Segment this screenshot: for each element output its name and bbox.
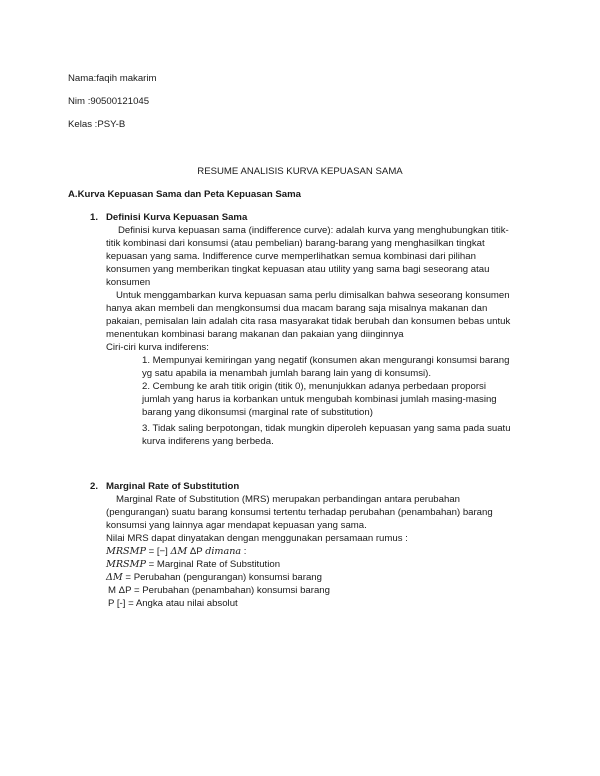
para1-line: Definisi kurva kepuasan sama (indifference curve): adalah kurva yang menghubungkan titik- — [118, 225, 509, 236]
ciri-item: yg satu apabila ia menambah jumlah barang lain yang di konsumsi). — [142, 368, 432, 379]
para2-line: hanya akan membeli dan mengkonsumsi dua macam barang saja misalnya makanan dan — [106, 303, 488, 314]
ciri-item: barang yang dikonsumsi (marginal rate of substitution) — [142, 407, 373, 418]
delta-m-definition — [106, 572, 322, 584]
formula-symbol: MRSMP — [106, 559, 146, 570]
formula-text: = Marginal Rate of Substitution — [145, 559, 281, 570]
formula-text: : — [241, 546, 247, 557]
subsection-1-number: 1. — [90, 212, 99, 223]
formula-symbol: ΔM — [170, 546, 188, 557]
formula-symbol: dimana — [205, 546, 242, 557]
ciri-item: kurva indiferens yang berbeda. — [142, 436, 274, 447]
formula-text: = [−] — [145, 546, 171, 557]
section-a-heading: A.Kurva Kepuasan Sama dan Peta Kepuasan Sama — [68, 189, 302, 200]
ciri-item: 3. Tidak saling berpotongan, tidak mungkin diperoleh kepuasan yang sama pada suatu — [142, 423, 511, 434]
para2-line: menentukan kombinasi barang makanan dan pakaian yang diinginnya — [106, 329, 404, 340]
mrs-para-line: (pengurangan) suatu barang konsumsi tertentu terhadap perubahan (penambahan) barang — [106, 507, 493, 518]
ciri-item: 1. Mempunyai kemiringan yang negatif (konsumen akan mengurangi konsumsi barang — [142, 355, 510, 366]
mrs-formula — [106, 546, 246, 558]
ciri-item: 2. Cembung ke arah titik origin (titik 0), menunjukkan adanya perbedaan proporsi — [142, 381, 486, 392]
para1-line: kepuasan yang sama. Indifference curve memperlihatkan semua kombinasi dari pilihan — [106, 251, 476, 262]
formula-symbol: MRSMP — [106, 546, 146, 557]
mrs-para-line: konsumsi yang lainnya agar mendapat kepuasan yang sama. — [106, 520, 367, 531]
student-class: Kelas :PSY-B — [68, 119, 126, 130]
para1-line: konsumen — [106, 277, 151, 288]
student-name: Nama:faqih makarim — [68, 73, 157, 84]
document-title: RESUME ANALISIS KURVA KEPUASAN SAMA — [197, 166, 403, 177]
para1-line: titik kombinasi dari konsumsi (atau pembelian) barang-barang yang menghasilkan tingkat — [106, 238, 485, 249]
para1-line: konsumen yang memberikan tingkat kepuasan atau utility yang sama bagi seseorang atau — [106, 264, 490, 275]
para2-line: Untuk menggambarkan kurva kepuasan sama perlu dimisalkan bahwa seseorang konsumen — [116, 290, 510, 301]
subsection-2-heading: Marginal Rate of Substitution — [106, 481, 240, 492]
delta-p-definition: M ΔP = Perubahan (penambahan) konsumsi barang — [108, 585, 330, 596]
formula-text: ΔP — [187, 546, 206, 557]
mrs-para-line: Nilai MRS dapat dinyatakan dengan menggunakan persamaan rumus : — [106, 533, 408, 544]
subsection-2-number: 2. — [90, 481, 99, 492]
subsection-1-heading: Definisi Kurva Kepuasan Sama — [106, 212, 248, 223]
ciri-label: Ciri-ciri kurva indiferens: — [106, 342, 209, 353]
student-nim: Nim :90500121045 — [68, 96, 150, 107]
formula-symbol: ΔM — [106, 572, 123, 583]
mrs-para-line: Marginal Rate of Substitution (MRS) merupakan perbandingan antara perubahan — [116, 494, 460, 505]
mrs-definition — [106, 559, 280, 571]
ciri-item: jumlah yang harus ia korbankan untuk mengubah kombinasi jumlah masing-masing — [142, 394, 497, 405]
absolute-definition: P [-] = Angka atau nilai absolut — [108, 598, 238, 609]
formula-text: = Perubahan (pengurangan) konsumsi barang — [122, 572, 322, 583]
para2-line: pakaian, pemisalan lain adalah cita rasa masyarakat tidak berubah dan konsumen bebas untuk — [106, 316, 511, 327]
